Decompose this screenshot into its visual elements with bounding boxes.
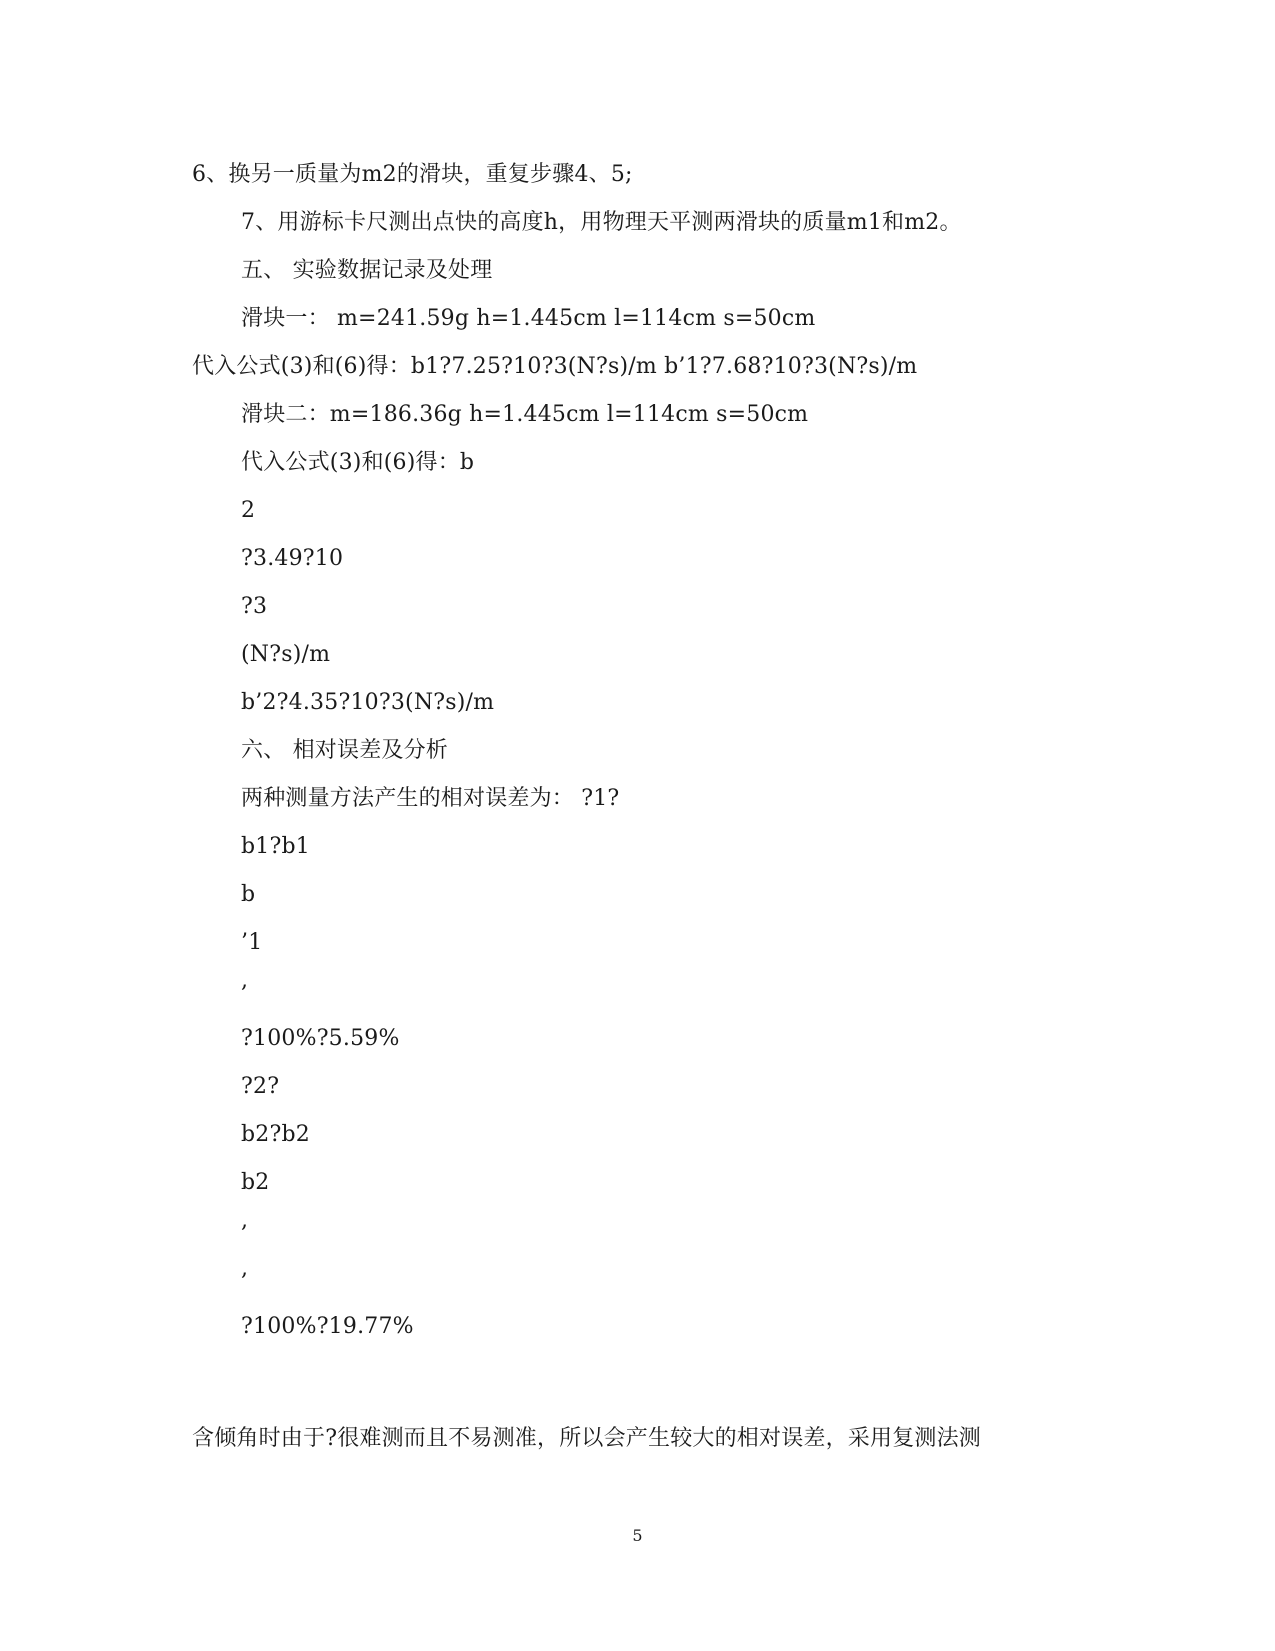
slider-2-params: 滑块二：m=186.36g h=1.445cm l=114cm s=50cm [241, 402, 809, 427]
page-number: 5 [632, 1526, 643, 1545]
slider-2-b-prime: b’2?4.35?10?3(N?s)/m [241, 690, 495, 715]
formula-fragment: b [241, 882, 256, 907]
formula-fragment: ?3 [241, 594, 268, 619]
slider-1-params: 滑块一： m=241.59g h=1.445cm l=114cm s=50cm [241, 306, 816, 331]
formula-fragment: b2 [241, 1170, 270, 1195]
formula-fragment: , [241, 1208, 249, 1233]
analysis-paragraph-start: 含倾角时由于?很难测而且不易测准，所以会产生较大的相对误差，采用复测法测 [192, 1426, 981, 1451]
formula-fragment: b1?b1 [241, 834, 310, 859]
formula-fragment: ?2? [241, 1074, 280, 1099]
slider-1-result: 代入公式(3)和(6)得：b1?7.25?10?3(N?s)/m b’1?7.68?10?3(N?s)/m [192, 354, 918, 379]
formula-fragment: b2?b2 [241, 1122, 310, 1147]
slider-2-result-intro: 代入公式(3)和(6)得：b [241, 450, 475, 475]
section-5-heading: 五、 实验数据记录及处理 [241, 258, 493, 283]
formula-fragment: ?3.49?10 [241, 546, 344, 571]
formula-fragment: (N?s)/m [241, 642, 331, 667]
relative-error-intro: 两种测量方法产生的相对误差为： ?1? [241, 786, 620, 811]
formula-fragment: , [241, 1256, 249, 1281]
section-6-heading: 六、 相对误差及分析 [241, 738, 448, 763]
formula-fragment: 2 [241, 498, 256, 523]
step-7-text: 7、用游标卡尺测出点快的高度h，用物理天平测两滑块的质量m1和m2。 [241, 210, 962, 235]
formula-fragment: , [241, 968, 249, 993]
relative-error-1-value: ?100%?5.59% [241, 1026, 400, 1051]
relative-error-2-value: ?100%?19.77% [241, 1314, 414, 1339]
step-6-text: 6、换另一质量为m2的滑块，重复步骤4、5; [192, 162, 633, 187]
formula-fragment: ’1 [241, 930, 263, 955]
